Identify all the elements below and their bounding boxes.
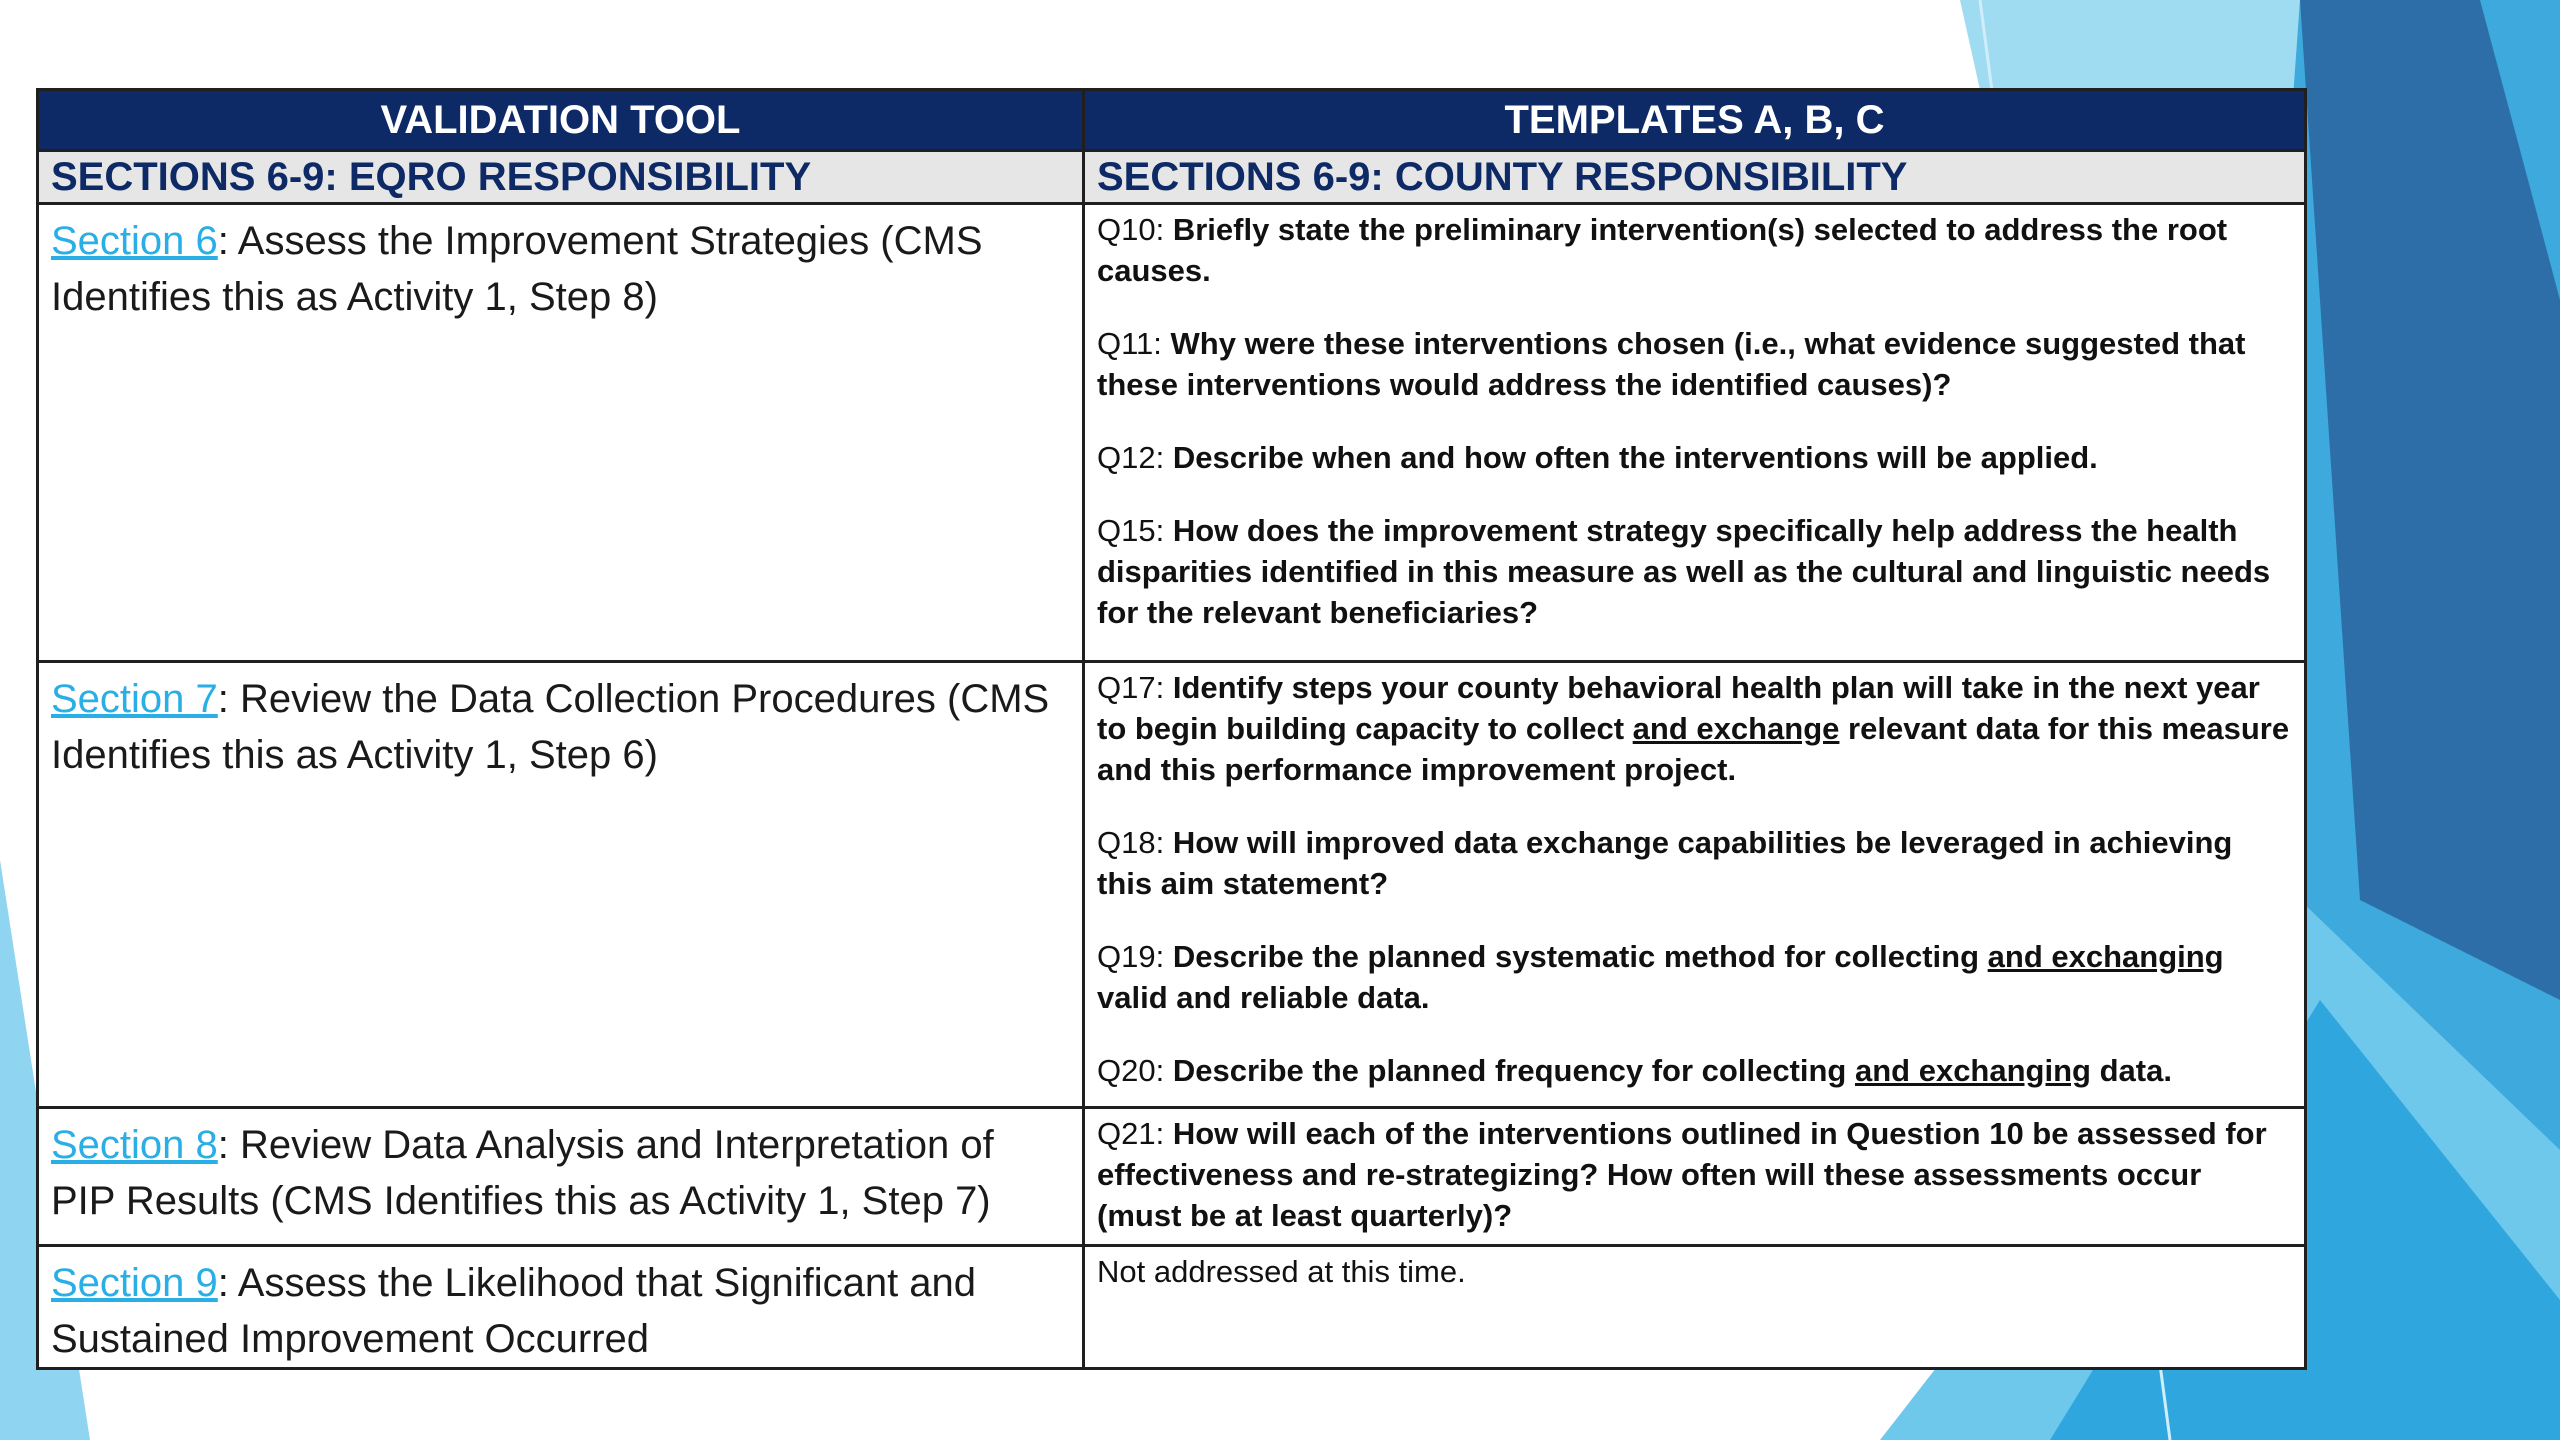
subheader-row (38, 151, 2306, 204)
section-9-link[interactable]: Section 9 (51, 1261, 218, 1305)
section-8-questions (1084, 1108, 2306, 1246)
q20-text-end: data. (2090, 1053, 2172, 1088)
question-q21 (1097, 1113, 2292, 1236)
table-row-section-9 (38, 1246, 2306, 1369)
question-q15 (1097, 510, 2292, 633)
q19-text: Describe the planned systematic method for collecting (1172, 939, 1988, 974)
q17-label: Q17: (1097, 670, 1173, 705)
question-q20 (1097, 1050, 2292, 1091)
q19-underlined: and exchanging (1987, 939, 2224, 974)
q17-text: Identify steps your county behavioral health plan will take in the next year to begin building capacity to collect (1097, 670, 2260, 746)
q20-label: Q20: (1097, 1053, 1173, 1088)
q11-text: Why were these interventions chosen (i.e., what evidence suggested that these interventions would address the identified causes)? (1097, 326, 2246, 402)
q21-text: How will each of the interventions outlined in Question 10 be assessed for effectiveness and re-strategizing? How often will these assessments occur (must be at least quarterly)? (1097, 1116, 2267, 1233)
q20-text: Describe the planned frequency for collecting (1172, 1053, 1855, 1088)
q15-text: How does the improvement strategy specifically help address the health disparities identified in this measure as well as the cultural and linguistic needs for the relevant beneficiaries? (1097, 513, 2271, 630)
question-q11 (1097, 323, 2292, 405)
table-row-section-6 (38, 204, 2306, 662)
section-8-cell (38, 1108, 1084, 1246)
q17-text-end: relevant data for this measure and this performance improvement project. (1097, 711, 2290, 787)
section-8-text: : Review Data Analysis and Interpretation of PIP Results (CMS Identifies this as Activity 1, Step 7) (51, 1123, 994, 1223)
validation-table (36, 88, 2307, 1370)
section-7-link[interactable]: Section 7 (51, 677, 218, 721)
q12-label: Q12: (1097, 440, 1173, 475)
q19-label: Q19: (1097, 939, 1173, 974)
section-6-text: : Assess the Improvement Strategies (CMS Identifies this as Activity 1, Step 8) (51, 219, 983, 319)
table-row-section-8 (38, 1108, 2306, 1246)
section-7-text: : Review the Data Collection Procedures (CMS Identifies this as Activity 1, Step 6) (51, 677, 1050, 777)
q20-underlined: and exchanging (1854, 1053, 2091, 1088)
header-left: VALIDATION TOOL (38, 90, 1084, 151)
section-9-text: : Assess the Likelihood that Significant and Sustained Improvement Occurred (51, 1261, 977, 1361)
header-row (38, 90, 2306, 151)
question-q18 (1097, 822, 2292, 904)
section-7-questions (1084, 662, 2306, 1108)
q19-text-end: valid and reliable data. (1097, 980, 1430, 1015)
question-q17 (1097, 667, 2292, 790)
header-right: TEMPLATES A, B, C (1084, 90, 2306, 151)
q15-label: Q15: (1097, 513, 1173, 548)
q18-label: Q18: (1097, 825, 1173, 860)
section-9-cell (38, 1246, 1084, 1369)
section-6-cell (38, 204, 1084, 662)
question-q10 (1097, 209, 2292, 291)
q10-text: Briefly state the preliminary intervention(s) selected to address the root causes. (1097, 212, 2228, 288)
question-q19 (1097, 936, 2292, 1018)
q18-text: How will improved data exchange capabilities be leveraged in achieving this aim statement? (1097, 825, 2233, 901)
section-8-link[interactable]: Section 8 (51, 1123, 218, 1167)
section-9-note: Not addressed at this time. (1097, 1254, 1466, 1289)
subheader-right: SECTIONS 6-9: COUNTY RESPONSIBILITY (1084, 151, 2306, 204)
table-row-section-7 (38, 662, 2306, 1108)
section-7-cell (38, 662, 1084, 1108)
section-6-questions (1084, 204, 2306, 662)
subheader-left: SECTIONS 6-9: EQRO RESPONSIBILITY (38, 151, 1084, 204)
section-6-link[interactable]: Section 6 (51, 219, 218, 263)
section-9-note-cell (1084, 1246, 2306, 1369)
question-q12 (1097, 437, 2292, 478)
q10-label: Q10: (1097, 212, 1173, 247)
q17-underlined: and exchange (1632, 711, 1840, 746)
q11-label: Q11: (1097, 326, 1171, 361)
q12-text: Describe when and how often the interventions will be applied. (1172, 440, 2098, 475)
q21-label: Q21: (1097, 1116, 1173, 1151)
